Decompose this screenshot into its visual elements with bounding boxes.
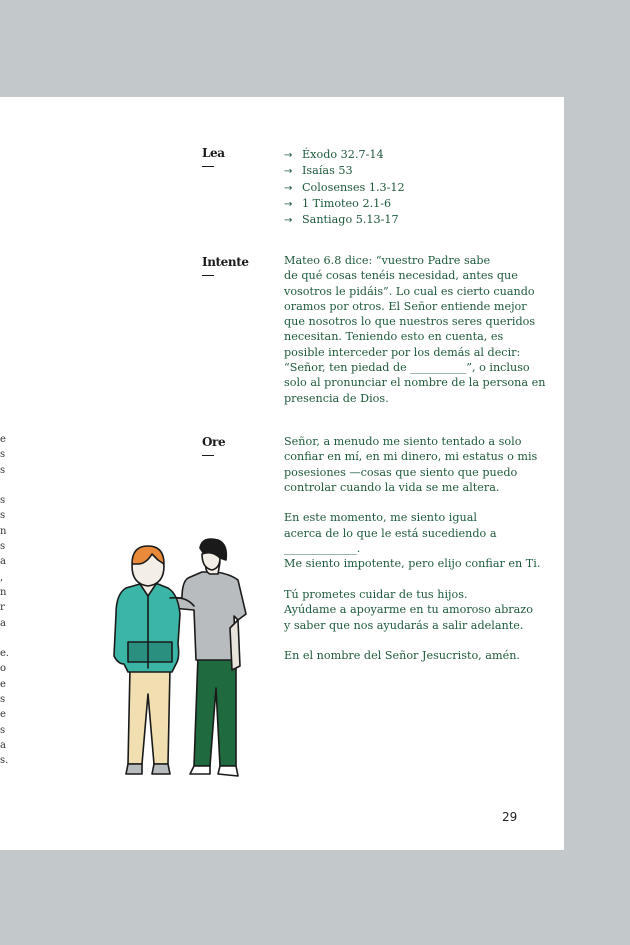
edge-letter: a <box>0 617 6 629</box>
standing-man-figure <box>172 539 246 776</box>
text-line: oramos por otros. El Señor entiende mejor <box>284 299 527 313</box>
sad-man-figure <box>114 546 194 774</box>
arrow-right-icon: → <box>284 198 293 210</box>
edge-letter: , <box>0 571 4 583</box>
text-line: Tú prometes cuidar de tus hijos. <box>284 587 468 601</box>
edge-letter: e <box>0 709 6 721</box>
text-line: Mateo 6.8 dice: “vuestro Padre sabe <box>284 254 491 267</box>
intente-text <box>284 253 546 406</box>
label-dash <box>202 455 214 456</box>
edge-letter: s <box>0 694 6 706</box>
edge-letter: e. <box>0 648 10 660</box>
edge-letter: e <box>0 678 6 690</box>
text-line: presencia de Dios. <box>284 391 389 405</box>
edge-letter: a <box>0 556 6 568</box>
section-label-ore: Ore <box>202 435 226 449</box>
arrow-right-icon: → <box>284 215 293 227</box>
text-line: Ayúdame a apoyarme en tu amoroso abrazo <box>284 603 533 617</box>
edge-letter: s <box>0 464 6 476</box>
edge-letter: a <box>0 739 6 751</box>
section-label-lea: Lea <box>202 146 225 160</box>
text-line: y saber que nos ayudarás a salir adelante. <box>284 618 524 632</box>
two-men-illustration <box>106 538 256 788</box>
label-dash <box>202 275 214 276</box>
arrow-right-icon: → <box>284 150 293 161</box>
edge-letter: r <box>0 602 5 614</box>
edge-letter: s <box>0 449 6 461</box>
text-line: controlar cuando la vida se me altera. <box>284 480 500 494</box>
ore-prayer-text <box>284 434 541 663</box>
text-line: _____________. <box>284 542 361 556</box>
arrow-right-icon: → <box>284 182 293 194</box>
text-line: confiar en mí, en mi dinero, mi estatus o mis <box>284 450 538 464</box>
clipped-left-column <box>0 432 10 769</box>
text-line: “Señor, ten piedad de __________”, o incluso <box>284 361 530 375</box>
label-dash <box>202 166 214 167</box>
text-line: Me siento impotente, pero elijo confiar en Ti. <box>284 557 541 571</box>
reading-item: → 1 Timoteo 2.1-6 <box>284 196 405 212</box>
edge-letter: s <box>0 541 6 553</box>
edge-letter: n <box>0 525 7 537</box>
text-line: posible interceder por los demás al decir: <box>284 345 521 359</box>
text-line: En el nombre del Señor Jesucristo, amén. <box>284 649 520 663</box>
text-line: Señor, a menudo me siento tentado a solo <box>284 435 522 448</box>
arrow-right-icon: → <box>284 166 293 178</box>
text-line: de qué cosas tenéis necesidad, antes que <box>284 269 518 283</box>
text-line: acerca de lo que le está sucediendo a <box>284 526 497 540</box>
text-line: En este momento, me siento igual <box>284 511 477 525</box>
section-label-intente: Intente <box>202 255 249 269</box>
edge-letter <box>0 478 6 493</box>
edge-letter: s <box>0 510 6 522</box>
text-line: necesitan. Teniendo esto en cuenta, es <box>284 330 504 344</box>
edge-letter: o <box>0 663 7 675</box>
reading-item: → Éxodo 32.7-14 <box>284 147 405 163</box>
reading-item: → Isaías 53 <box>284 163 405 179</box>
edge-letter: n <box>0 586 7 598</box>
text-line: solo al pronunciar el nombre de la persona en <box>284 376 546 390</box>
edge-letter: s. <box>0 755 9 767</box>
edge-letter: s <box>0 495 6 507</box>
edge-letter: e <box>0 434 6 445</box>
edge-letter: s <box>0 724 6 736</box>
edge-letter <box>0 631 6 646</box>
text-line: que nosotros lo que nuestros seres queridos <box>284 315 536 329</box>
reading-item: → Colosenses 1.3-12 <box>284 180 405 196</box>
reading-list <box>284 147 405 228</box>
text-line: vosotros le pidáis”. Lo cual es cierto cuando <box>284 284 535 298</box>
page-number: 29 <box>502 810 518 824</box>
reading-item: → Santiago 5.13-17 <box>284 212 405 228</box>
text-line: posesiones —cosas que siento que puedo <box>284 465 518 479</box>
